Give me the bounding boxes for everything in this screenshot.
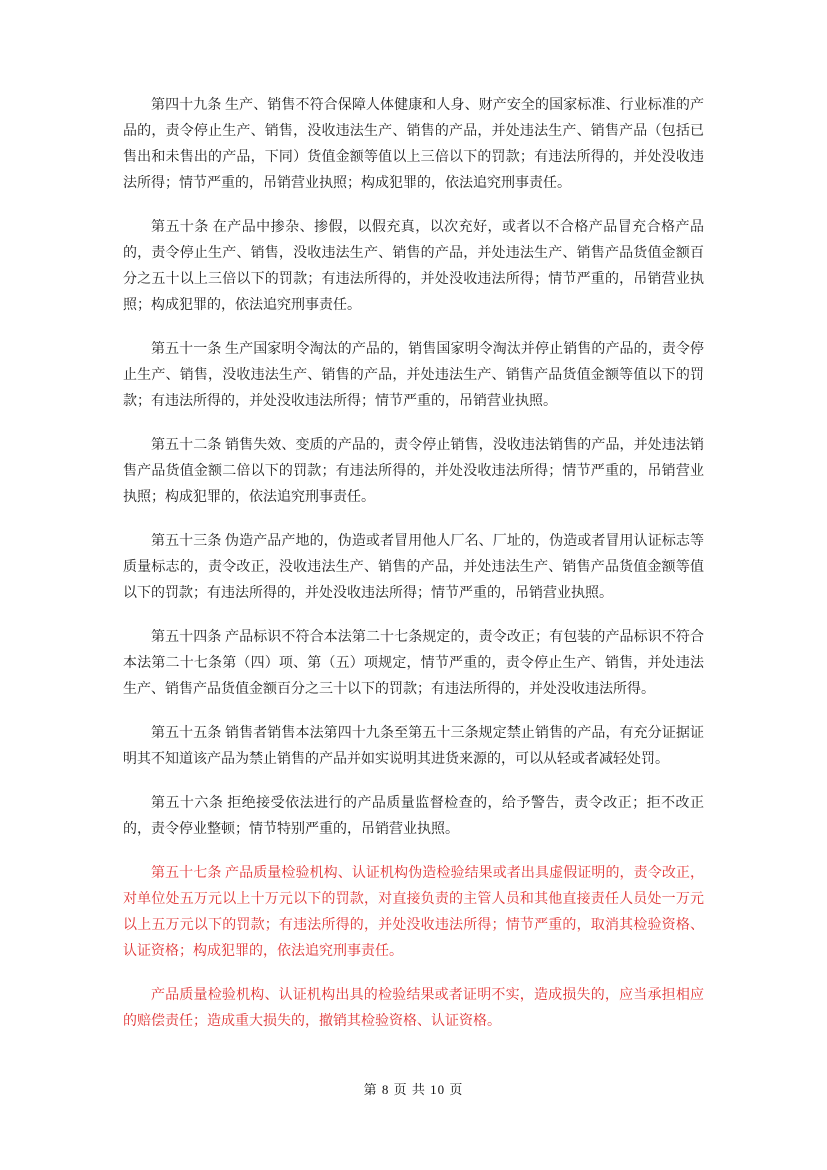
article-53-paragraph: 第五十三条 伪造产品产地的，伪造或者冒用他人厂名、厂址的，伪造或者冒用认证标志等质量标志的，责令改正，没收违法生产、销售的产品，并处违法生产、销售产品货值金额等值以下的罚款；有违法所得的，并处没收违法所得；情节严重的，吊销营业执照。	[123, 534, 704, 601]
article-50-paragraph: 第五十条 在产品中掺杂、掺假，以假充真，以次充好，或者以不合格产品冒充合格产品的，责令停止生产、销售，没收违法生产、销售的产品，并处违法生产、销售产品货值金额百分之五十以上三倍以下的罚款；有违法所得的，并处没收违法所得；情节严重的，吊销营业执照；构成犯罪的，依法追究刑事责任。	[123, 220, 704, 313]
article-49-paragraph: 第四十九条 生产、销售不符合保障人体健康和人身、财产安全的国家标准、行业标准的产品的，责令停止生产、销售，没收违法生产、销售的产品，并处违法生产、销售产品（包括已售出和未售出的产品，下同）货值金额等值以上三倍以下的罚款；有违法所得的，并处没收违法所得；情节严重的，吊销营业执照；构成犯罪的，依法追究刑事责任。	[123, 98, 704, 191]
article-56-paragraph: 第五十六条 拒绝接受依法进行的产品质量监督检查的，给予警告，责令改正；拒不改正的，责令停业整顿；情节特别严重的，吊销营业执照。	[123, 796, 704, 837]
article-57-liability-paragraph: 产品质量检验机构、认证机构出具的检验结果或者证明不实，造成损失的，应当承担相应的赔偿责任；造成重大损失的，撤销其检验资格、认证资格。	[123, 988, 704, 1029]
document-body	[123, 93, 704, 1053]
article-52-paragraph: 第五十二条 销售失效、变质的产品的，责令停止销售，没收违法销售的产品，并处违法销售产品货值金额二倍以下的罚款；有违法所得的，并处没收违法所得；情节严重的，吊销营业执照；构成犯罪的，依法追究刑事责任。	[123, 438, 704, 505]
article-51-paragraph: 第五十一条 生产国家明令淘汰的产品的，销售国家明令淘汰并停止销售的产品的，责令停止生产、销售，没收违法生产、销售的产品，并处违法生产、销售产品货值金额等值以下的罚款；有违法所得的，并处没收违法所得；情节严重的，吊销营业执照。	[123, 342, 704, 409]
article-54-paragraph: 第五十四条 产品标识不符合本法第二十七条规定的，责令改正；有包装的产品标识不符合本法第二十七条第（四）项、第（五）项规定，情节严重的，责令停止生产、销售，并处违法生产、销售产品货值金额百分之三十以下的罚款；有违法所得的，并处没收违法所得。	[123, 630, 704, 697]
article-55-paragraph: 第五十五条 销售者销售本法第四十九条至第五十三条规定禁止销售的产品，有充分证据证明其不知道该产品为禁止销售的产品并如实说明其进货来源的，可以从轻或者减轻处罚。	[123, 726, 704, 767]
article-57-paragraph: 第五十七条 产品质量检验机构、认证机构伪造检验结果或者出具虚假证明的，责令改正，对单位处五万元以上十万元以下的罚款，对直接负责的主管人员和其他直接责任人员处一万元以上五万元以下的罚款；有违法所得的，并处没收违法所得；情节严重的，取消其检验资格、认证资格；构成犯罪的，依法追究刑事责任。	[123, 866, 704, 959]
page-footer: 第 8 页 共 10 页	[363, 1082, 464, 1097]
